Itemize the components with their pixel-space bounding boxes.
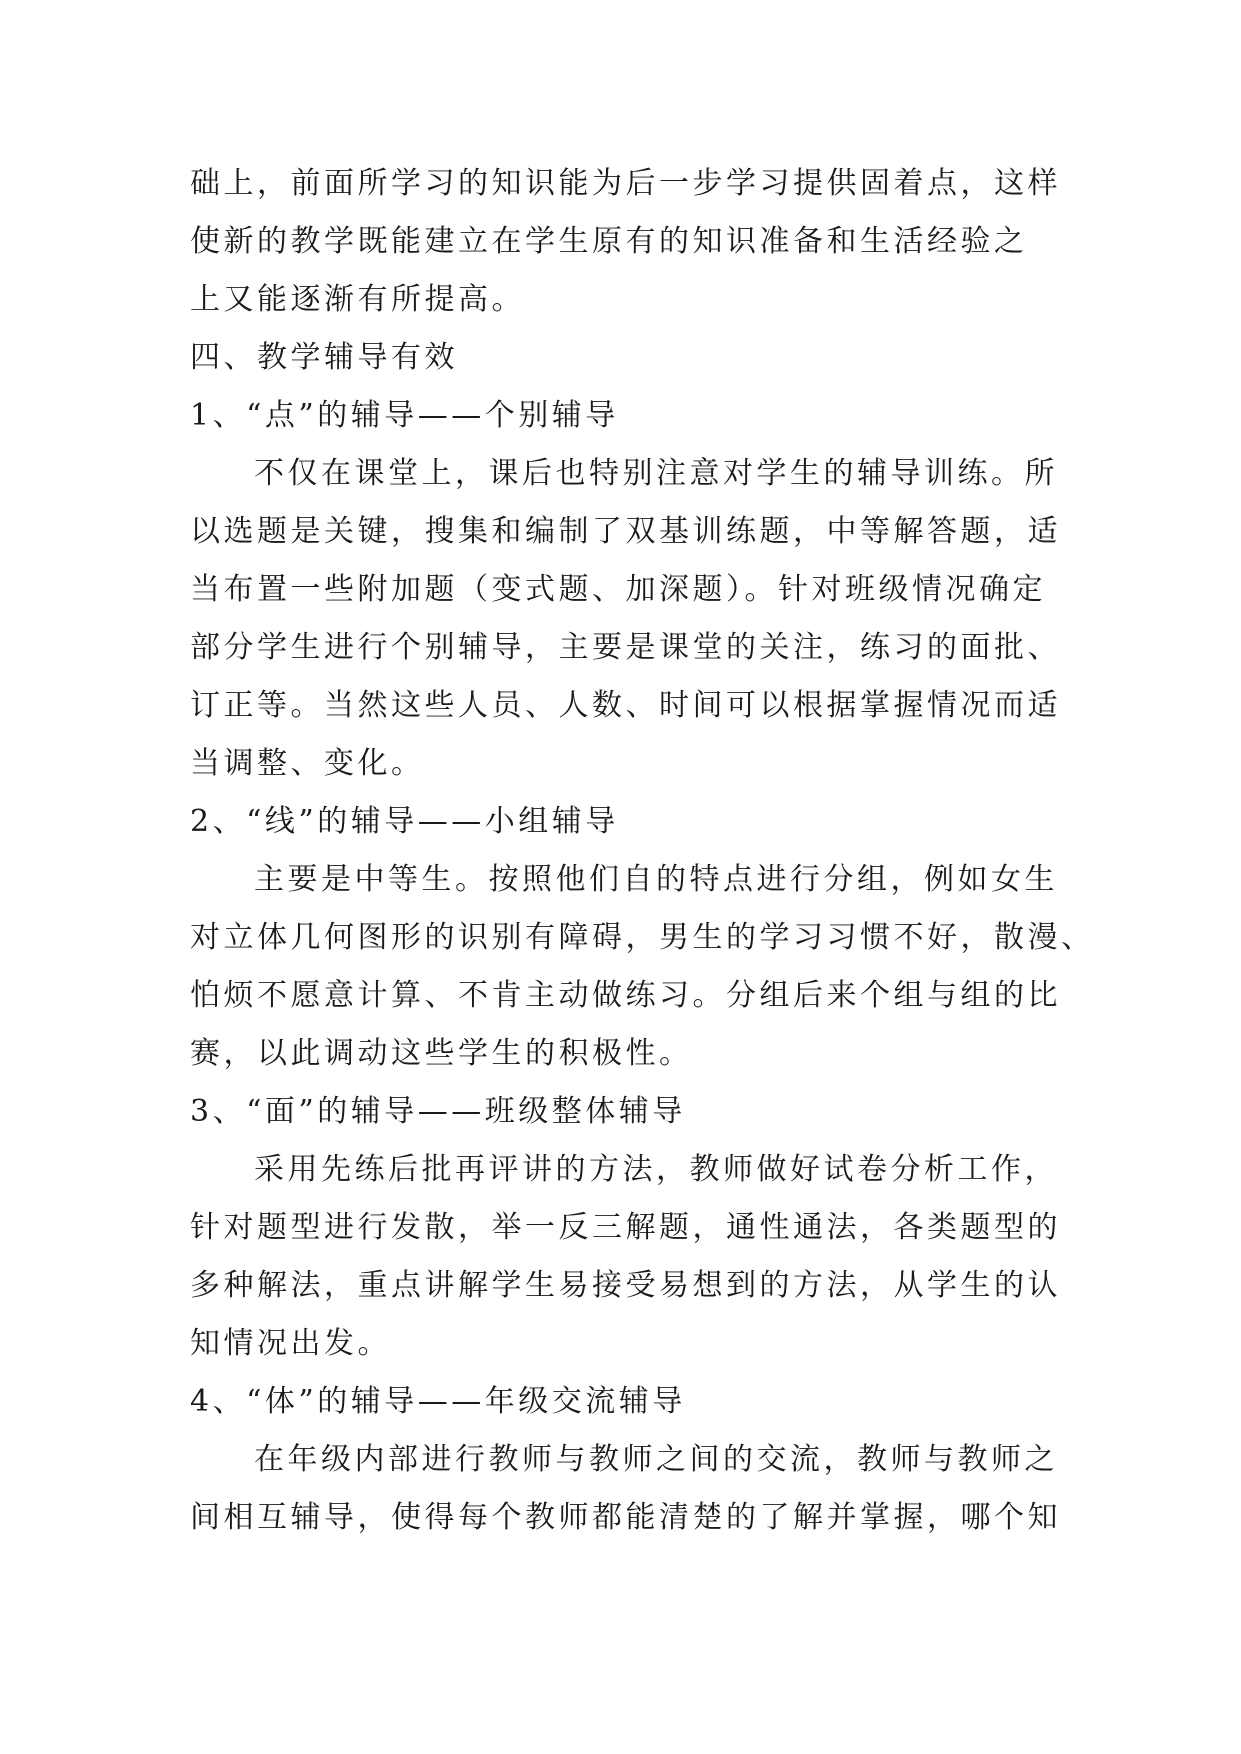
text-line: 间相互辅导，使得每个教师都能清楚的了解并掌握，哪个知	[190, 1500, 1061, 1535]
text-line: 以选题是关键，搜集和编制了双基训练题，中等解答题，适	[190, 514, 1061, 549]
text-line: 多种解法，重点讲解学生易接受易想到的方法，从学生的认	[190, 1268, 1061, 1303]
text-line: 怕烦不愿意计算、不肯主动做练习。分组后来个组与组的比	[190, 978, 1061, 1013]
text-line: 当调整、变化。	[190, 746, 425, 781]
paragraph-group-tutoring	[190, 851, 1095, 1083]
subsection-heading-4: 4、“体”的辅导——年级交流辅导	[190, 1384, 686, 1419]
text-line: 当布置一些附加题（变式题、加深题）。针对班级情况确定	[190, 572, 1046, 607]
text-line: 使新的教学既能建立在学生原有的知识准备和生活经验之	[190, 224, 1028, 259]
text-line: 部分学生进行个别辅导，主要是课堂的关注，练习的面批、	[190, 630, 1061, 665]
paragraph-class-tutoring	[190, 1141, 1061, 1373]
text-line: 在年级内部进行教师与教师之间的交流，教师与教师之	[254, 1442, 1058, 1477]
paragraph-continuation	[190, 155, 1061, 329]
text-line: 对立体几何图形的识别有障碍，男生的学习习惯不好，散漫、	[190, 920, 1095, 955]
document-body	[190, 155, 1095, 1547]
subsection-heading-3: 3、“面”的辅导——班级整体辅导	[190, 1094, 686, 1129]
text-line: 赛，以此调动这些学生的积极性。	[190, 1036, 693, 1071]
text-line: 不仅在课堂上，课后也特别注意对学生的辅导训练。所	[254, 456, 1058, 491]
text-line: 础上，前面所学习的知识能为后一步学习提供固着点，这样	[190, 166, 1061, 201]
subsection-heading-1: 1、“点”的辅导——个别辅导	[190, 398, 619, 433]
paragraph-individual-tutoring	[190, 445, 1061, 793]
text-line: 采用先练后批再评讲的方法，教师做好试卷分析工作，	[254, 1152, 1058, 1187]
text-line: 知情况出发。	[190, 1326, 391, 1361]
text-line: 针对题型进行发散，举一反三解题，通性通法，各类题型的	[190, 1210, 1061, 1245]
subsection-heading-2: 2、“线”的辅导——小组辅导	[190, 804, 619, 839]
text-line: 上又能逐渐有所提高。	[190, 282, 525, 317]
paragraph-grade-tutoring	[190, 1431, 1061, 1547]
text-line: 主要是中等生。按照他们自的特点进行分组，例如女生	[254, 862, 1058, 897]
text-line: 订正等。当然这些人员、人数、时间可以根据掌握情况而适	[190, 688, 1061, 723]
section-heading: 四、教学辅导有效	[190, 340, 458, 375]
